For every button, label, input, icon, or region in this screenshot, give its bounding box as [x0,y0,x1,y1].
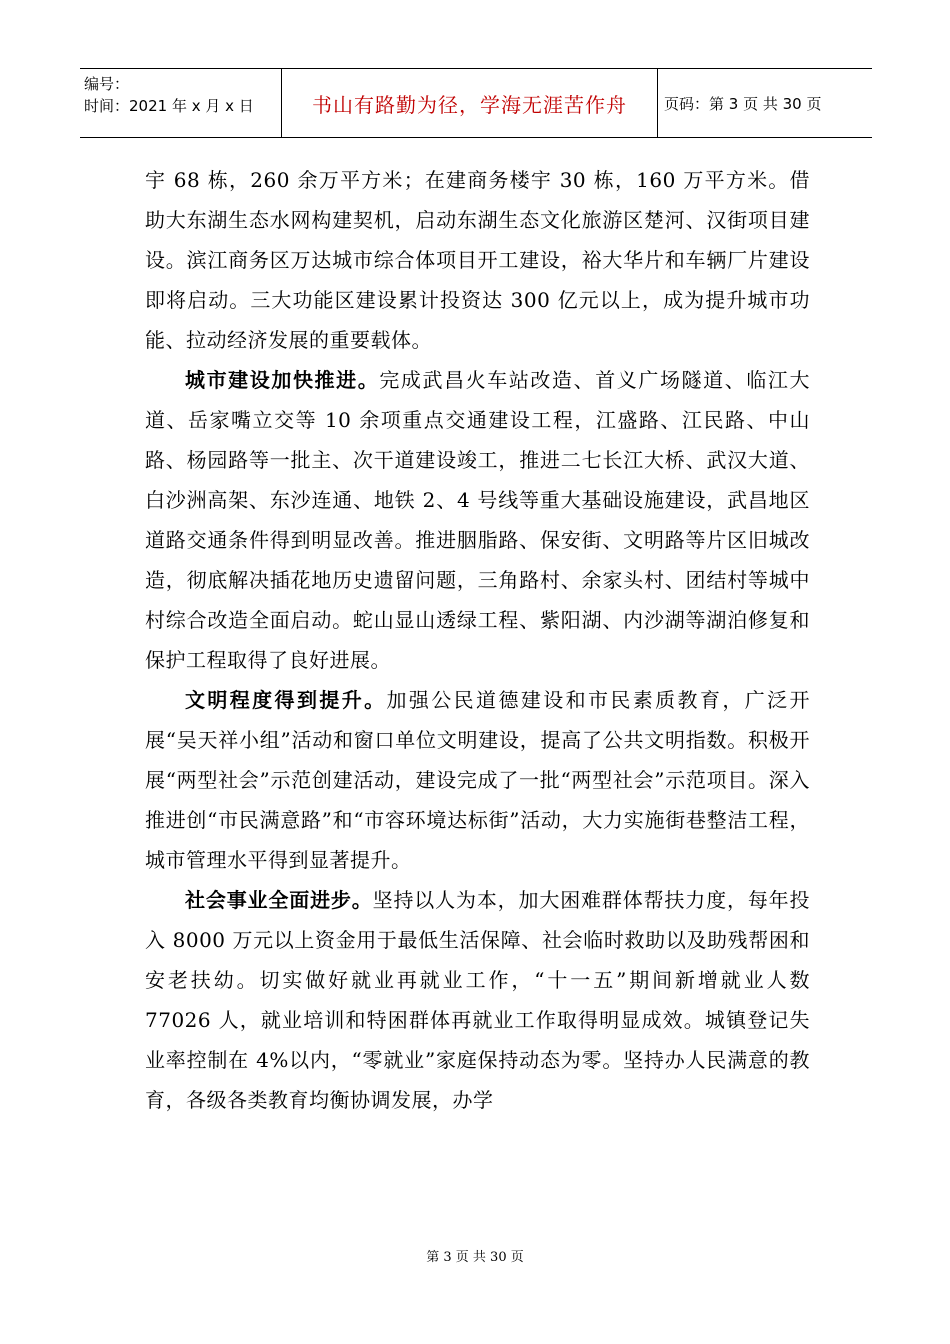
page-footer: 第 3 页 共 30 页 [426,1250,524,1265]
paragraph-text: 加强公民道德建设和市民素质教育，广泛开展“吴天祥小组”活动和窗口单位文明建设，提高了公共文明指数。积极开展“两型社会”示范创建活动，建设完成了一批“两型社会”示范项目。深入推进创“市民满意路”和“市容环境达标街”活动，大力实施街巷整洁工程，城市管理水平得到显著提升。 [145,688,810,872]
header-page-number: 页码：第 3 页 共 30 页 [664,94,822,113]
paragraph-civilization [145,680,810,880]
page-header [80,68,872,138]
paragraph-continued: 宇 68 栋，260 余万平方米；在建商务楼宇 30 栋，160 万平方米。借助大东湖生态水网构建契机，启动东湖生态文化旅游区楚河、汉街项目建设。滨江商务区万达城市综合体项目开工建设，裕大华片和车辆厂片建设即将启动。三大功能区建设累计投资达 300 亿元以上，成为提升城市功能、拉动经济发展的重要载体。 [145,168,810,352]
paragraph-heading: 社会事业全面进步。 [185,888,373,912]
paragraph-heading: 城市建设加快推进。 [185,368,380,392]
paragraph-urban-construction [145,360,810,680]
paragraph-heading: 文明程度得到提升。 [185,688,387,712]
header-meta [80,69,282,137]
document-number-label: 编号： [84,75,130,93]
paragraph-text: 坚持以人为本，加大困难群体帮扶力度，每年投入 8000 万元以上资金用于最低生活保障、社会临时救助以及助残帮困和安老扶幼。切实做好就业再就业工作，“十一五”期间新增就业人数 77026 人，就业培训和特困群体再就业工作取得明显成效。城镇登记失业率控制在 4%以内，“零就业”家庭保持动态为零。坚持办人民满意的教育，各级各类教育均衡协调发展，办学 [145,888,811,1112]
paragraph-social-affairs [145,880,810,1120]
paragraph-text: 完成武昌火车站改造、首义广场隧道、临江大道、岳家嘴立交等 10 余项重点交通建设工程，江盛路、江民路、中山路、杨园路等一批主、次干道建设竣工，推进二七长江大桥、武汉大道、白沙洲高架、东沙连通、地铁 2、4 号线等重大基础设施建设，武昌地区道路交通条件得到明显改善。推进胭脂路、保安街、文明路等片区旧城改造，彻底解决插花地历史遗留问题，三角路村、余家头村、团结村等城中村综合改造全面启动。蛇山显山透绿工程、紫阳湖、内沙湖等湖泊修复和保护工程取得了良好进展。 [145,368,811,672]
header-motto: 书山有路勤为径，学海无涯苦作舟 [282,69,658,137]
document-body [145,160,810,1120]
document-time-label: 时间：2021 年 x 月 x 日 [84,97,254,115]
